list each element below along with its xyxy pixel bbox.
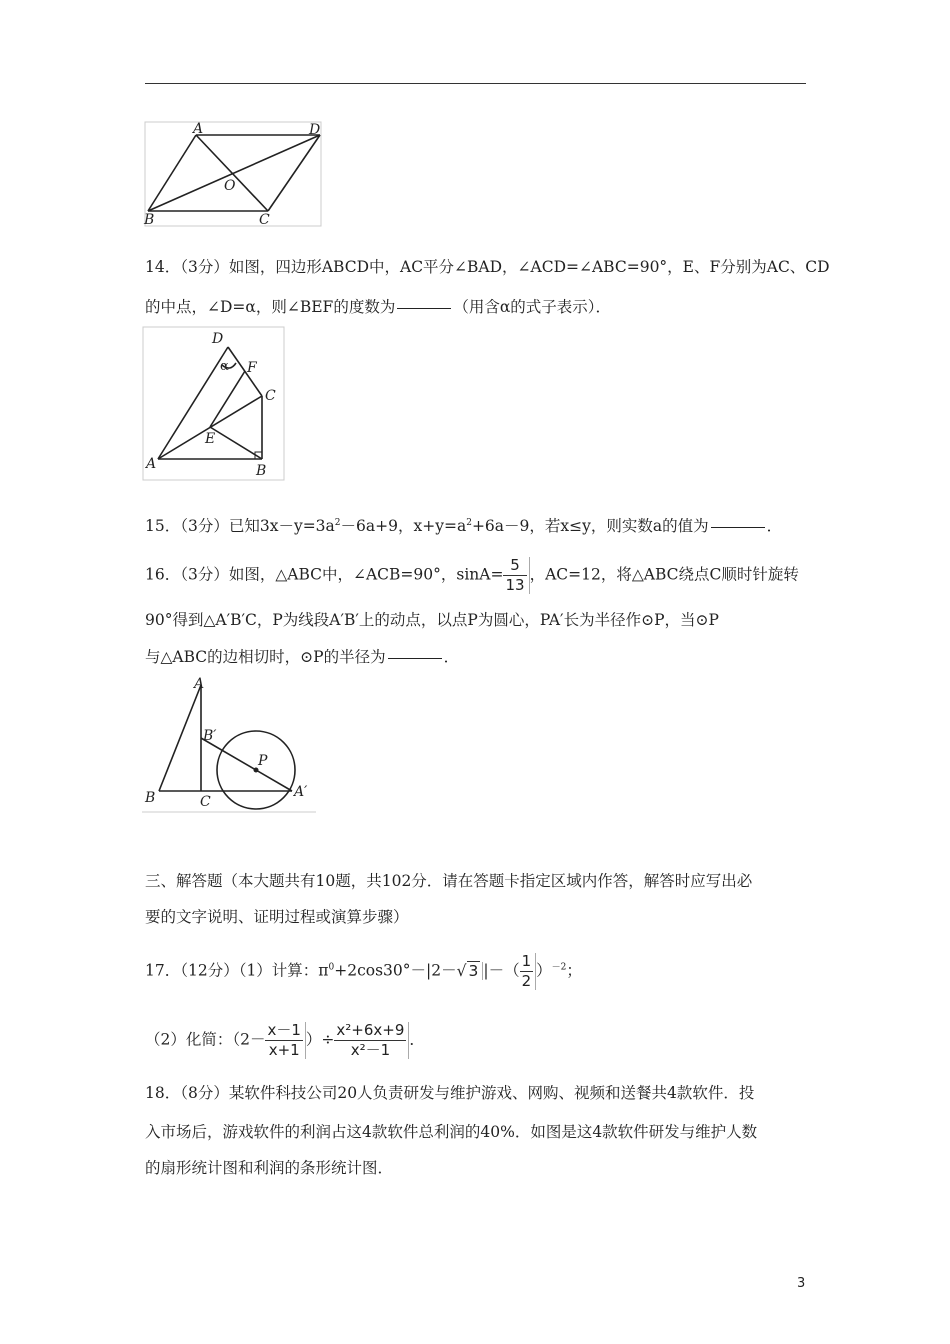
q17-text-mid: +2cos30°－|2－ xyxy=(334,961,457,980)
q14-text: 的中点，∠D=α，则∠BEF的度数为 xyxy=(145,298,396,316)
diagonal-ac xyxy=(196,135,268,211)
answer-blank xyxy=(397,308,451,309)
label-f: F xyxy=(247,360,257,376)
header-rule xyxy=(145,83,806,84)
label-b: B xyxy=(145,790,156,806)
q15-text-mid: －6a+9，x+y=a xyxy=(340,517,467,536)
edge-ab xyxy=(159,685,201,791)
q15-text-tail: +6a－9，若x≤y，则实数a的值为 xyxy=(471,517,709,536)
page-number: 3 xyxy=(797,1276,806,1291)
half-fraction xyxy=(520,953,537,990)
q15-end: ． xyxy=(766,517,783,536)
segment-ef xyxy=(210,371,245,427)
label-b: B xyxy=(256,463,267,479)
quadrilateral-figure xyxy=(142,326,286,482)
fraction-denominator: 2 xyxy=(521,972,532,990)
q17-part2 xyxy=(145,1022,425,1062)
fraction-denominator: 13 xyxy=(505,576,525,594)
label-b-prime: B′ xyxy=(203,728,217,744)
q15-text: 15．（3分）已知3x－y=3a xyxy=(145,517,335,536)
q14-line2 xyxy=(145,297,611,317)
segment-eb xyxy=(210,427,262,459)
q17-part1 xyxy=(145,952,582,990)
label-d: D xyxy=(309,122,321,138)
edge-ad xyxy=(158,347,228,459)
q18-line1: 18．（8分）某软件科技公司20人负责研发与维护游戏、网购、视频和送餐共4款软件．投 xyxy=(145,1084,755,1102)
q17-close-paren: ） xyxy=(536,961,552,980)
q18-line2: 入市场后，游戏软件的利润占这4款软件总利润的40%．如图是这4款软件研发与维护人数 xyxy=(145,1123,758,1141)
q14-text-tail: （用含α的式子表示）． xyxy=(453,298,612,316)
q17-divide: ）÷ xyxy=(305,1030,335,1049)
sin-fraction xyxy=(503,557,529,594)
q16-text: 与△ABC的边相切时，⊙P的半径为 xyxy=(145,648,386,666)
q15-exp2: 2 xyxy=(466,518,472,528)
label-a: A xyxy=(146,456,157,472)
answer-blank xyxy=(388,658,442,659)
q16-line2: 90°得到△A′B′C，P为线段A′B′上的动点，以点P为圆心，PA′长为半径作⊙P，当⊙P xyxy=(145,611,719,629)
q17-text-abs: |－（ xyxy=(483,961,520,980)
q14-line1: 14．（3分）如图，四边形ABCD中，AC平分∠BAD，∠ACD=∠ABC=90°，E、F分别为AC、CD xyxy=(145,258,830,276)
q16-text-tail: ，AC=12，将△ABC绕点C顺时针旋转 xyxy=(529,565,799,584)
label-o: O xyxy=(224,178,236,194)
q17-text: 17．（12分）（1）计算：π xyxy=(145,961,329,980)
segment-b-prime-a-prime xyxy=(201,738,292,791)
q17-end: ． xyxy=(409,1030,425,1049)
fraction-numerator: x－1 xyxy=(267,1021,301,1039)
q16-text: 16．（3分）如图，△ABC中，∠ACB=90°，sinA= xyxy=(145,565,504,584)
q15-line xyxy=(145,513,782,536)
label-d: D xyxy=(212,331,224,347)
q18-line3: 的扇形统计图和利润的条形统计图． xyxy=(145,1159,394,1177)
q17-end: ； xyxy=(566,961,582,980)
q16-line1 xyxy=(145,557,799,594)
label-a: A xyxy=(194,676,205,692)
fraction-denominator: x+1 xyxy=(268,1041,300,1059)
q15-exp1: 2 xyxy=(334,518,341,528)
label-alpha: α xyxy=(220,359,229,374)
label-c: C xyxy=(200,794,211,810)
fraction-numerator: x²+6x+9 xyxy=(336,1021,405,1039)
label-c: C xyxy=(265,388,276,404)
section3-line1: 三、解答题（本大题共有10题，共102分．请在答题卡指定区域内作答，解答时应写出必 xyxy=(145,872,753,890)
fraction-numerator: 1 xyxy=(521,952,532,970)
fraction-quadratic xyxy=(334,1022,409,1059)
fraction-x-minus-1 xyxy=(265,1022,305,1059)
fraction-numerator: 5 xyxy=(510,556,520,574)
label-a-prime: A′ xyxy=(294,784,308,800)
figure-frame xyxy=(143,327,284,480)
section3-line2: 要的文字说明、证明过程或演算步骤） xyxy=(145,908,409,926)
label-p: P xyxy=(258,753,268,769)
label-a: A xyxy=(193,121,204,137)
q16-line3 xyxy=(145,647,459,667)
q16-end: ． xyxy=(443,648,460,666)
label-e: E xyxy=(205,431,216,447)
q17-text: （2）化简：（2－ xyxy=(145,1030,266,1049)
label-b: B xyxy=(144,212,155,228)
sqrt-expression: √ 3 xyxy=(457,962,484,980)
parallelogram-figure xyxy=(143,120,325,228)
neg-exponent: －2 xyxy=(551,962,567,973)
rotation-circle-figure xyxy=(142,674,318,814)
sqrt-radicand: 3 xyxy=(468,961,479,980)
fraction-denominator: x²－1 xyxy=(350,1041,391,1059)
pi-exponent: 0 xyxy=(328,962,335,973)
label-c: C xyxy=(259,212,270,228)
answer-blank xyxy=(711,527,765,528)
